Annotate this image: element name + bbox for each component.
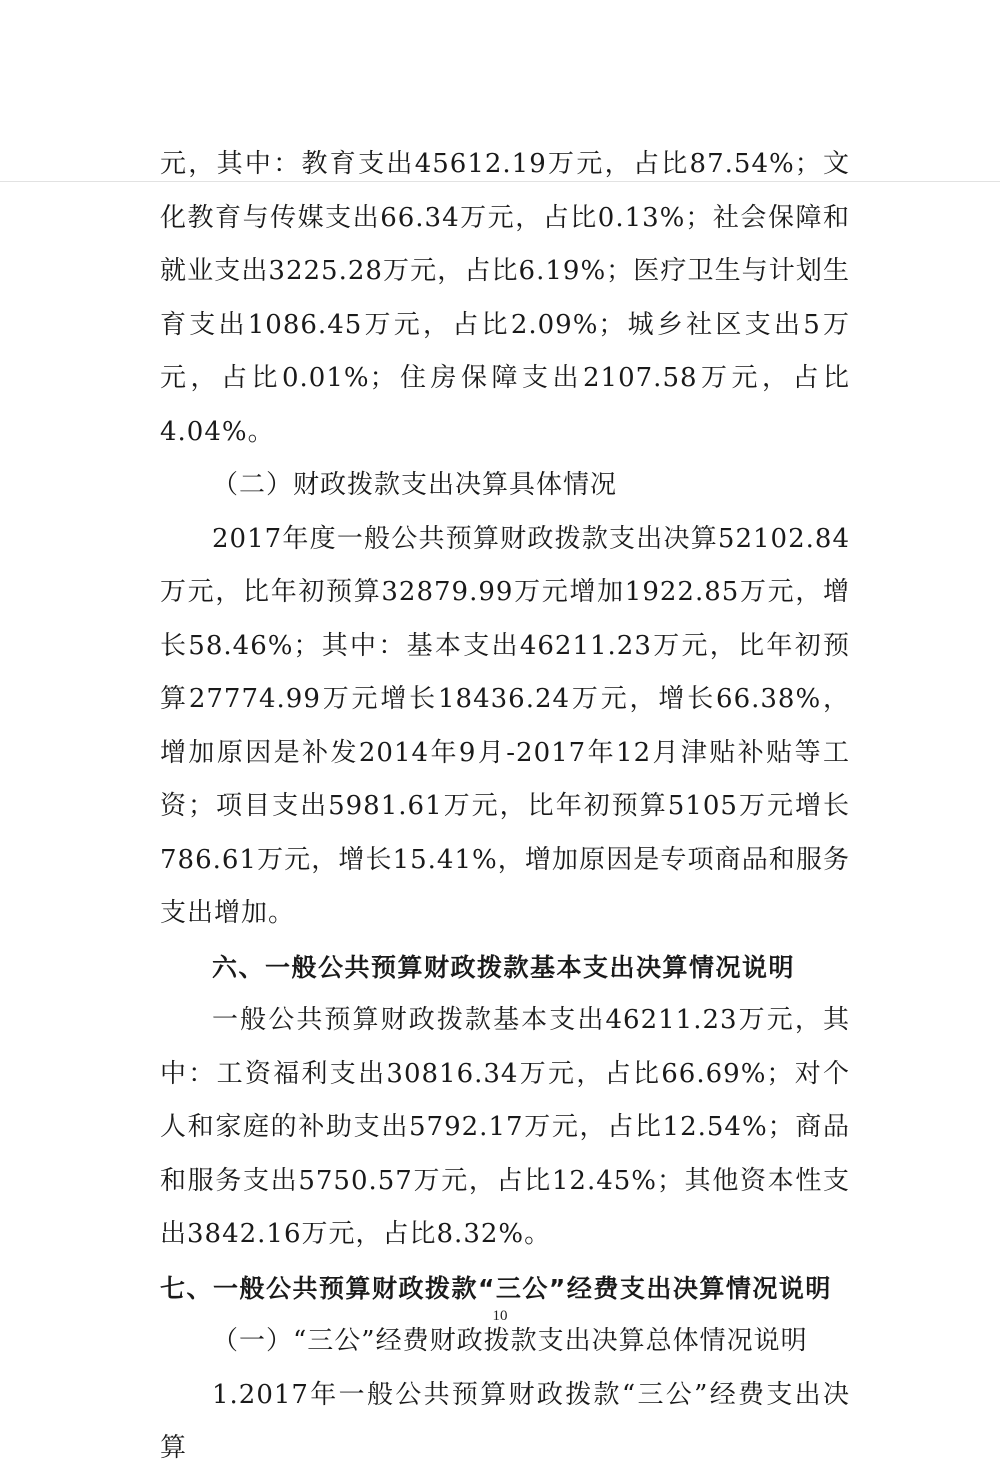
section-heading-7: 七、一般公共预算财政拨款“三公”经费支出决算情况说明 xyxy=(160,1273,832,1303)
document-body xyxy=(160,138,850,1476)
paragraph-three-public-2017: 1.2017年一般公共预算财政拨款“三公”经费支出决算 xyxy=(160,1379,850,1463)
subheading-three-public-overview: （一）“三公”经费财政拨款支出决算总体情况说明 xyxy=(212,1326,808,1356)
paragraph-appropriation-details: 2017年度一般公共预算财政拨款支出决算52102.84万元，比年初预算32879.99万元增加1922.85万元，增长58.46%；其中：基本支出46211.23万元，比年初预算27774.99万元增长18436.24万元，增长66.38%，增加原因是补发2014年9月-2017年12月津贴补贴等工资；项目支出5981.61万元，比年初预算5105万元增长786.61万元，增长15.41%，增加原因是专项商品和服务支出增加。 xyxy=(160,523,850,928)
subheading-specific-situation: （二）财政拨款支出决算具体情况 xyxy=(212,470,618,500)
page-number: 10 xyxy=(492,1308,508,1324)
section-heading-6: 六、一般公共预算财政拨款基本支出决算情况说明 xyxy=(212,952,796,982)
paragraph-expenditure-breakdown: 元，其中：教育支出45612.19万元，占比87.54%；文化教育与传媒支出66.34万元，占比0.13%；社会保障和就业支出3225.28万元，占比6.19%；医疗卫生与计划生育支出1086.45万元，占比2.09%；城乡社区支出5万元，占比0.01%；住房保障支出2107.58万元，占比4.04%。 xyxy=(160,149,850,447)
paragraph-basic-expenditure: 一般公共预算财政拨款基本支出46211.23万元，其中：工资福利支出30816.34万元，占比66.69%；对个人和家庭的补助支出5792.17万元，占比12.54%；商品和服务支出5750.57万元，占比12.45%；其他资本性支出3842.16万元，占比8.32%。 xyxy=(160,1005,850,1249)
